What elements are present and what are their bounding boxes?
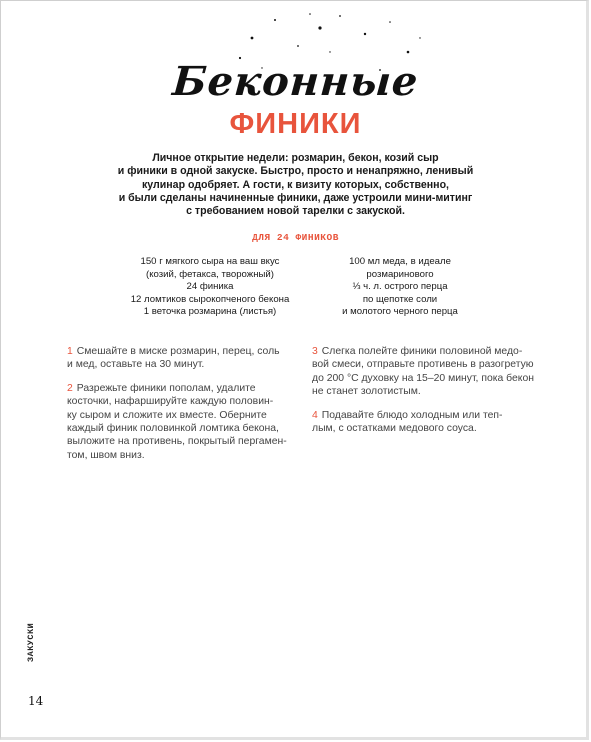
step-line: каждый финик половинкой ломтика бекона, xyxy=(67,423,279,435)
step-line xyxy=(67,382,302,395)
ingredient-item: 150 г мягкого сыра на ваш вкус xyxy=(140,256,280,267)
step-line: косточки, нафаршируйте каждую половин- xyxy=(67,396,274,408)
page-number: 14 xyxy=(28,694,44,708)
step-line xyxy=(67,345,302,358)
step-text: Слегка полейте финики половиной медо- xyxy=(321,346,523,357)
step-line: ку сыром и сложите их вместе. Оберните xyxy=(67,409,267,421)
step-line: том, швом вниз. xyxy=(67,449,145,461)
steps-right-column xyxy=(312,345,552,445)
ingredient-item: и молотого черного перца xyxy=(342,306,458,318)
step-line: выложите на противень, покрытый пергамен- xyxy=(67,436,287,448)
ingredient-item: ⅓ ч. л. острого перца xyxy=(352,281,448,293)
ingredient-item: по щепотке соли xyxy=(362,293,438,305)
step-2 xyxy=(67,382,302,462)
step-line: до 200 °С духовку на 15–20 минут, пока бекон xyxy=(312,372,534,384)
step-line: не станет золотистым. xyxy=(312,386,421,398)
ingredient-item: 100 мл меда, в идеале xyxy=(349,256,451,267)
intro-line: с требованием новой тарелки с закуской. xyxy=(186,205,405,218)
step-4 xyxy=(312,409,552,436)
step-number: 3 xyxy=(312,346,318,357)
ingredient-item: (козий, фетакса, творожный) xyxy=(146,268,274,280)
step-text: Смешайте в миске розмарин, перец, соль xyxy=(76,346,280,357)
intro-line: и были сделаны начиненные финики, даже устроили мини-митинг xyxy=(118,191,473,204)
step-line: вой смеси, отправьте противень в разогретую xyxy=(312,359,534,371)
recipe-title-script: Беконные xyxy=(170,58,421,105)
intro-paragraph xyxy=(100,152,491,218)
yield-label: ДЛЯ 24 ФИНИКОВ xyxy=(252,232,339,243)
step-line xyxy=(312,409,552,422)
step-text: Подавайте блюдо холодным или теп- xyxy=(321,409,503,421)
section-side-label: ЗАКУСКИ xyxy=(26,622,36,662)
step-number: 2 xyxy=(67,382,73,394)
step-1 xyxy=(67,345,302,372)
ingredient-item: 1 веточка розмарина (листья) xyxy=(143,306,277,318)
ingredients-left-column xyxy=(110,256,310,319)
step-3 xyxy=(312,345,552,399)
ingredient-item: розмаринового xyxy=(366,268,434,280)
step-line: лым, с остатками медового соуса. xyxy=(312,423,477,435)
intro-line: Личное открытие недели: розмарин, бекон, козий сыр xyxy=(152,152,439,164)
steps-left-column xyxy=(67,345,302,472)
ingredient-item: 24 финика xyxy=(186,281,234,293)
intro-line: кулинар одобряет. А гости, к визиту которых, собственно, xyxy=(141,178,449,191)
intro-line: и финики в одной закуске. Быстро, просто и ненапряжно, ленивый xyxy=(117,165,474,178)
recipe-title-bold: ФИНИКИ xyxy=(229,108,362,140)
step-number: 1 xyxy=(67,346,73,357)
step-line: и мед, оставьте на 30 минут. xyxy=(67,359,205,371)
step-text: Разрежьте финики пополам, удалите xyxy=(76,382,256,394)
step-number: 4 xyxy=(312,409,318,421)
step-line xyxy=(312,345,552,358)
ingredient-item: 12 ломтиков сырокопченого бекона xyxy=(130,293,290,305)
ingredients-right-column xyxy=(300,256,500,319)
